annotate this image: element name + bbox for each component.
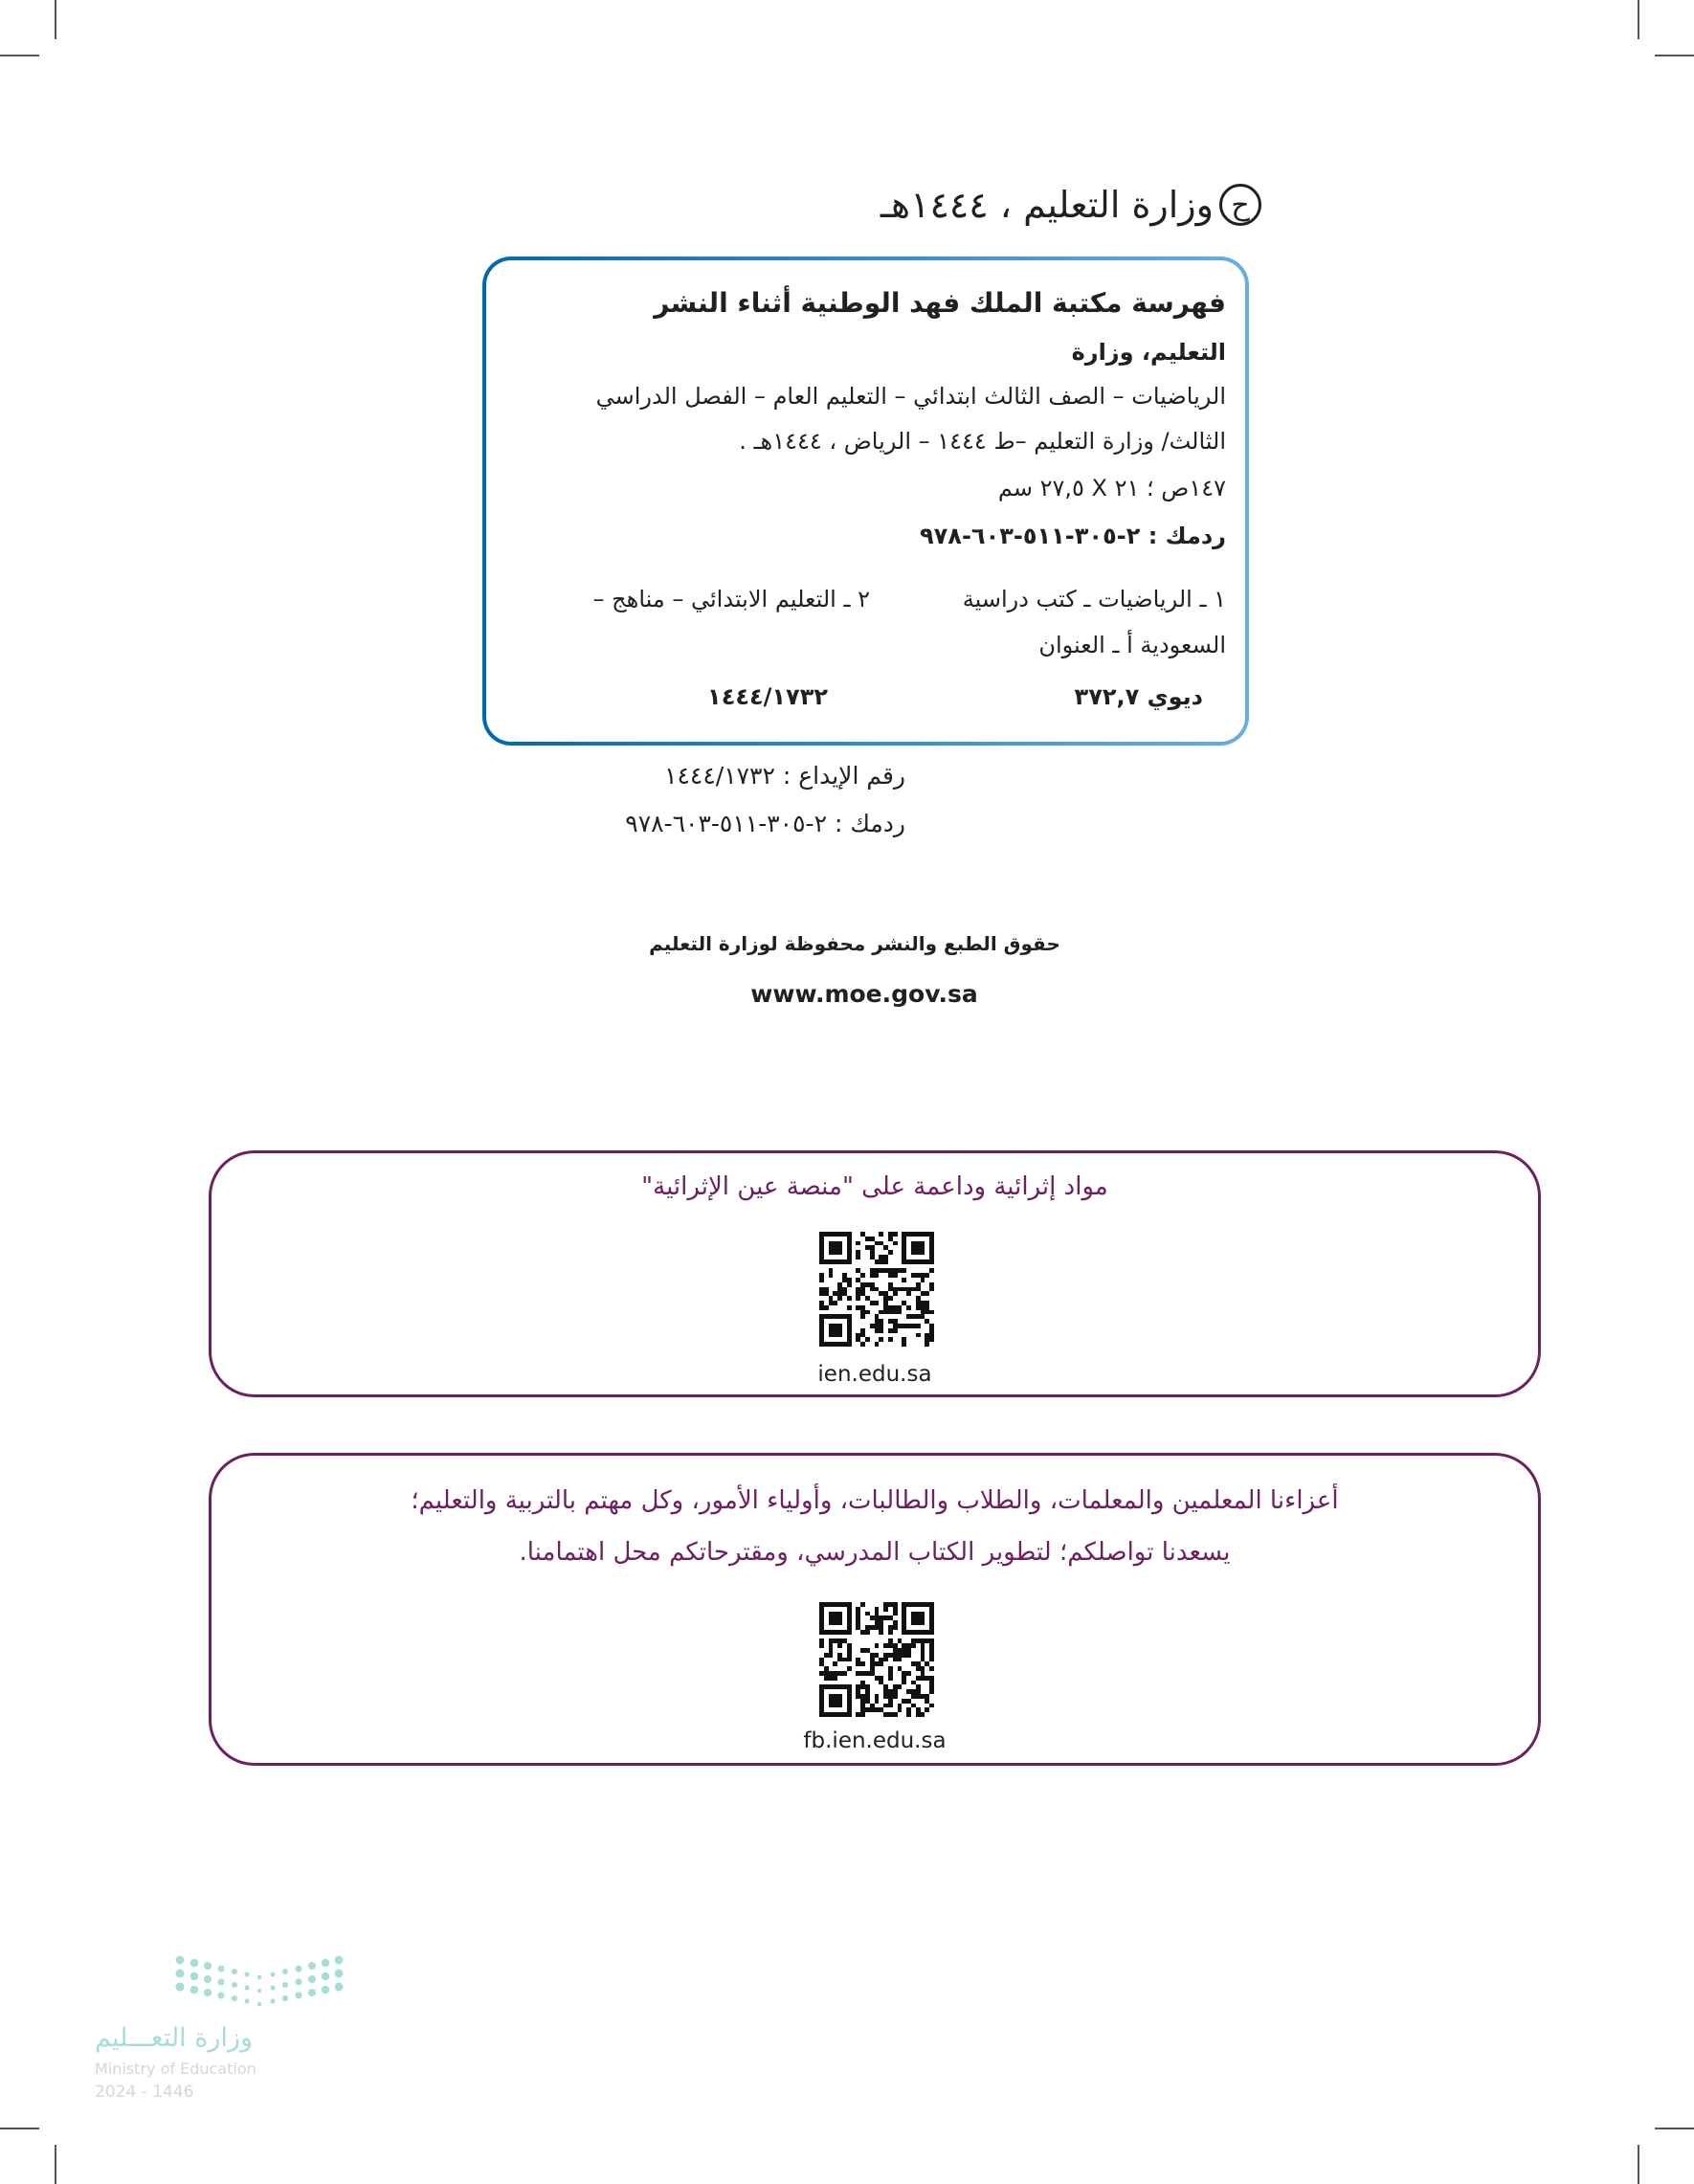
- logo-dot: [335, 1983, 344, 1992]
- logo-dot: [245, 1986, 250, 1991]
- logo-dot: [322, 1959, 330, 1968]
- deposit-number: رقم الإيداع : ١٤٤٤/١٧٣٢: [664, 762, 905, 790]
- catalog-author: التعليم، وزارة: [1071, 339, 1226, 366]
- logo-dot: [176, 1956, 185, 1965]
- logo-years: 2024 - 1446: [95, 2083, 194, 2102]
- logo-dot: [282, 1995, 288, 2001]
- logo-dot: [322, 1972, 330, 1981]
- logo-dot: [271, 1999, 276, 2004]
- crop-mark: [0, 55, 39, 56]
- catalog-subject: السعودية أ ـ العنوان: [1038, 632, 1226, 658]
- catalog-deposit: ١٤٤٤/١٧٣٢: [707, 683, 828, 710]
- logo-dot: [204, 1975, 212, 1983]
- cataloging-box: [482, 256, 1249, 746]
- rights-text: حقوق الطبع والنشر محفوظة لوزارة التعليم: [649, 932, 1060, 955]
- catalog-heading: فهرسة مكتبة الملك فهد الوطنية أثناء النشر: [654, 287, 1226, 319]
- logo-dot: [232, 1969, 237, 1974]
- logo-dot: [257, 2002, 262, 2007]
- logo-dot: [218, 1966, 225, 1972]
- crop-mark: [1655, 55, 1694, 56]
- ien-url[interactable]: ien.edu.sa: [817, 1362, 932, 1387]
- logo-dot: [257, 1975, 262, 1980]
- crop-mark: [55, 0, 56, 39]
- catalog-line: الثالث/ وزارة التعليم –ط ١٤٤٤ – الرياض ، ١٤٤٤هـ .: [739, 428, 1226, 455]
- logo-dot: [296, 1979, 302, 1986]
- catalog-subject: ٢ ـ التعليم الابتدائي – مناهج –: [592, 586, 870, 613]
- feedback-line2: يسعدنا تواصلكم؛ لتطوير الكتاب المدرسي، ومقترحاتكم محل اهتمامنا.: [519, 1538, 1231, 1567]
- logo-dot: [232, 1995, 237, 2001]
- logo-dot: [308, 1989, 316, 1996]
- crop-mark: [1638, 2145, 1639, 2184]
- crop-mark: [55, 2145, 56, 2184]
- catalog-subject: ١ ـ الرياضيات ـ كتب دراسية: [962, 586, 1226, 613]
- feedback-box: [209, 1453, 1541, 1766]
- catalog-isbn: ردمك : ٢-٣٠٥-٥١١-٦٠٣-٩٧٨: [920, 523, 1226, 549]
- logo-dot: [176, 1970, 185, 1978]
- logo-dot: [245, 1999, 250, 2004]
- logo-dots-icon: [172, 1952, 345, 2012]
- logo-dot: [282, 1982, 288, 1988]
- logo-dot: [204, 1962, 212, 1970]
- logo-dot: [218, 1979, 225, 1986]
- crop-mark: [1655, 2128, 1694, 2129]
- logo-english: Ministry of Education: [95, 2060, 256, 2078]
- crop-mark: [1638, 0, 1639, 39]
- website-link[interactable]: www.moe.gov.sa: [750, 980, 978, 1008]
- logo-dot: [176, 1983, 185, 1992]
- logo-dot: [204, 1989, 212, 1996]
- logo-dot: [296, 1966, 302, 1972]
- logo-dot: [232, 1982, 237, 1988]
- logo-dot: [282, 1969, 288, 1974]
- logo-dot: [308, 1962, 316, 1970]
- qr-code-icon[interactable]: [819, 1232, 934, 1347]
- ien-box: [209, 1150, 1541, 1397]
- ien-text: مواد إثرائية وداعمة على "منصة عين الإثرائية": [641, 1172, 1108, 1201]
- qr-code-icon[interactable]: [819, 1602, 934, 1717]
- deposit-isbn: ردمك : ٢-٣٠٥-٥١١-٦٠٣-٩٧٨: [625, 810, 905, 837]
- logo-dot: [335, 1970, 344, 1978]
- catalog-line: ١٤٧ص ؛ ٢١ X ٢٧,٥ سم: [997, 475, 1226, 501]
- feedback-url[interactable]: fb.ien.edu.sa: [803, 1728, 947, 1753]
- logo-dot: [271, 1972, 276, 1977]
- logo-dot: [245, 1972, 250, 1977]
- logo-dot: [190, 1986, 199, 1995]
- logo-dot: [308, 1975, 316, 1983]
- title-text: وزارة التعليم ، ١٤٤٤هـ: [880, 184, 1214, 226]
- catalog-line: الرياضيات – الصف الثالث ابتدائي – التعليم العام – الفصل الدراسي: [595, 383, 1226, 410]
- logo-dot: [271, 1986, 276, 1991]
- feedback-line1: أعزاءنا المعلمين والمعلمات، والطلاب والطالبات، وأولياء الأمور، وكل مهتم بالتربية والتعليم؛: [411, 1486, 1339, 1515]
- logo-dot: [322, 1986, 330, 1995]
- crop-mark: [0, 2128, 39, 2129]
- copyright-icon: ح: [1219, 184, 1261, 226]
- logo-dot: [296, 1993, 302, 1999]
- logo-dot: [335, 1956, 344, 1965]
- catalog-dewey: ديوي ٣٧٢,٧: [1074, 683, 1203, 710]
- logo-dot: [218, 1993, 225, 1999]
- copyright-title: [880, 184, 1261, 226]
- logo-dot: [190, 1959, 199, 1968]
- logo-dot: [257, 1989, 262, 1994]
- logo-arabic: وزارة التعـــليم: [95, 2023, 254, 2053]
- logo-dot: [190, 1972, 199, 1981]
